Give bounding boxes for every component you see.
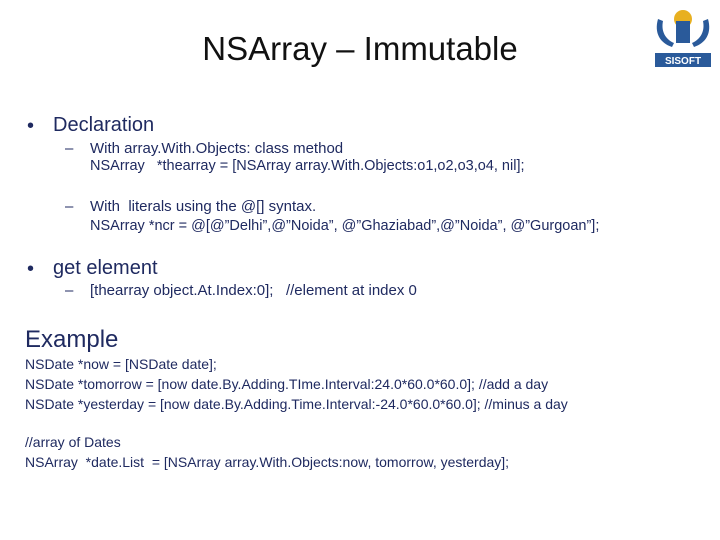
logo-building-shape <box>676 21 690 43</box>
code-line-arraywithobjects: NSArray *thearray = [NSArray array.With.Objects:o1,o2,o3,o4, nil]; <box>90 158 525 174</box>
sub-bullet-object-at-index: [thearray object.At.Index:0]; //element at index 0 <box>90 282 417 299</box>
example-code-line: NSArray *date.List = [NSArray array.With.Objects:now, tomorrow, yesterday]; <box>25 454 510 470</box>
dash-marker: – <box>65 140 74 157</box>
example-code-line: NSDate *now = [NSDate date]; <box>25 356 217 372</box>
dash-marker: – <box>65 198 74 215</box>
logo-right-arm-shape <box>692 19 709 47</box>
logo-left-arm-shape <box>657 19 674 47</box>
sub-bullet-literals: With literals using the @[] syntax. <box>90 198 317 215</box>
sub-bullet-class-method: With array.With.Objects: class method <box>90 140 344 157</box>
dash-marker: – <box>65 282 74 299</box>
slide-title: NSArray – Immutable <box>202 30 518 67</box>
example-code-line: NSDate *tomorrow = [now date.By.Adding.TIme.Interval:24.0*60.0*60.0]; //add a day <box>25 376 549 392</box>
example-code-line: NSDate *yesterday = [now date.By.Adding.Time.Interval:-24.0*60.0*60.0]; //minus a day <box>25 396 568 412</box>
bullet-dot: • <box>27 258 35 280</box>
bullet-dot: • <box>27 115 35 137</box>
example-heading: Example <box>25 326 119 353</box>
example-comment: //array of Dates <box>25 434 121 450</box>
logo-text: SISOFT <box>664 56 702 67</box>
sisoft-logo <box>650 5 716 69</box>
bullet-declaration: Declaration <box>53 114 155 136</box>
code-line-literals: NSArray *ncr = @[@”Delhi”,@”Noida”, @”Ghaziabad”,@”Noida”, @”Gurgoan”]; <box>90 218 600 234</box>
bullet-get-element: get element <box>53 257 158 279</box>
